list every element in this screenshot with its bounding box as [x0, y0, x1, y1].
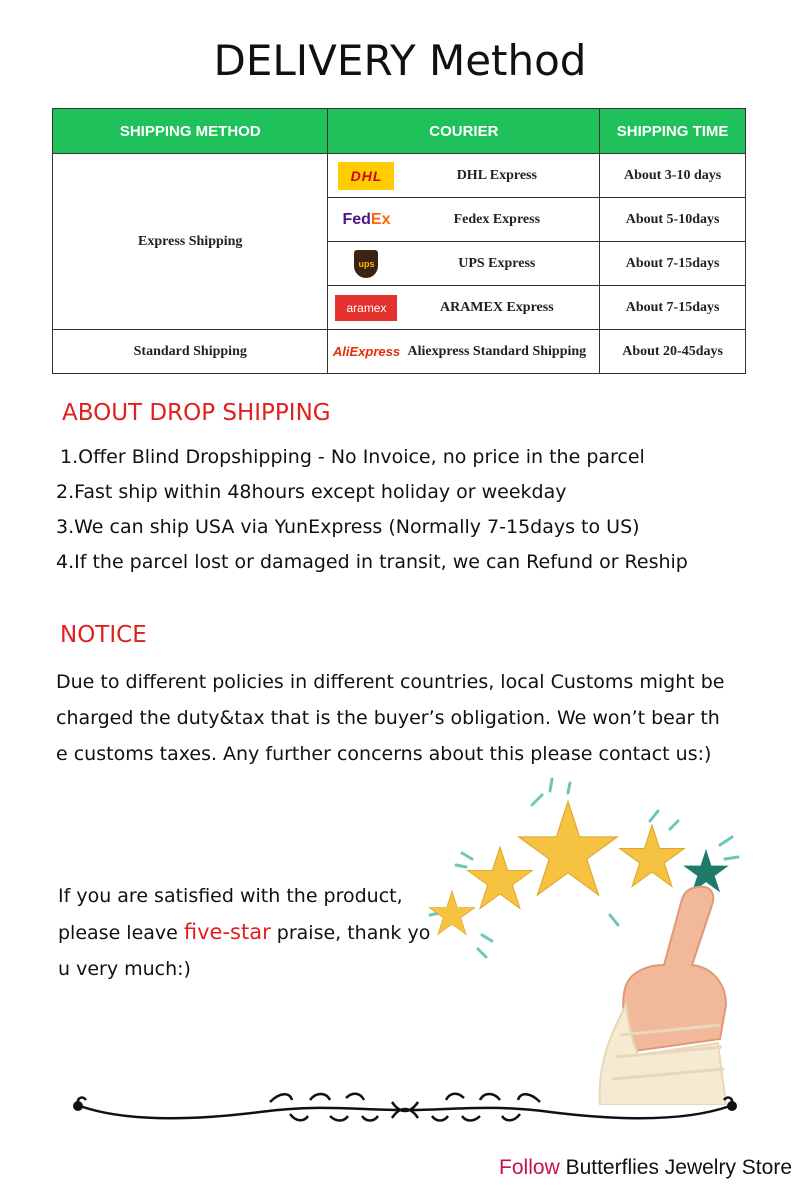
standard-shipping-cell: Standard Shipping: [53, 330, 328, 374]
list-item: 2.Fast ship within 48hours except holiday or weekday: [56, 481, 567, 503]
shipping-time: About 7-15days: [600, 286, 746, 330]
page-title: DELIVERY Method: [213, 36, 587, 85]
list-item: 1.Offer Blind Dropshipping - No Invoice, no price in the parcel: [60, 446, 645, 468]
express-shipping-cell: Express Shipping: [53, 154, 328, 330]
star-icon: [519, 801, 618, 895]
teal-star-icon: [683, 849, 729, 892]
table-row: [53, 330, 746, 374]
shipping-time: About 20-45days: [600, 330, 746, 374]
drop-shipping-list: [56, 440, 688, 580]
drop-shipping-heading: ABOUT DROP SHIPPING: [62, 400, 331, 426]
stars-hand-illustration: [420, 775, 750, 1105]
courier-name: Aliexpress Standard Shipping: [407, 343, 587, 359]
fedex-logo: FedEx: [342, 210, 391, 228]
table-header-row: [53, 109, 746, 154]
header-courier: COURIER: [328, 109, 600, 154]
courier-name: Fedex Express: [453, 211, 541, 227]
praise-text: If you are satisfied with the product, please leave five-star praise, thank yo u very much:): [58, 885, 431, 980]
aramex-logo: aramex: [335, 295, 397, 321]
notice-line: e customs taxes. Any further concerns about this please contact us:): [56, 743, 712, 765]
shipping-time: About 3-10 days: [600, 154, 746, 198]
star-icon: [468, 847, 533, 909]
courier-name: UPS Express: [458, 255, 536, 271]
list-item: 3.We can ship USA via YunExpress (Normally 7-15days to US): [56, 516, 640, 538]
courier-name: ARAMEX Express: [439, 299, 554, 315]
star-icon: [620, 825, 685, 887]
ups-logo: ups: [354, 250, 378, 278]
notice-heading: NOTICE: [60, 622, 147, 648]
shipping-table: [52, 108, 746, 374]
follow-store-label: Follow Butterflies Jewelry Store: [499, 1156, 792, 1179]
shipping-time: About 5-10days: [600, 198, 746, 242]
star-icon: [429, 891, 475, 934]
list-item: 4.If the parcel lost or damaged in transit, we can Refund or Reship: [56, 551, 688, 573]
notice-line: charged the duty&tax that is the buyer’s obligation. We won’t bear th: [56, 707, 720, 729]
table-row: [53, 154, 746, 198]
shipping-time: About 7-15days: [600, 242, 746, 286]
courier-name: DHL Express: [456, 167, 537, 183]
notice-text: [56, 664, 756, 772]
dhl-logo: DHL: [338, 162, 394, 190]
header-shipping-method: SHIPPING METHOD: [53, 109, 328, 154]
decorative-divider: [60, 1080, 750, 1140]
pointing-hand-icon: [600, 887, 726, 1105]
notice-line: Due to different policies in different countries, local Customs might be: [56, 671, 725, 693]
header-shipping-time: SHIPPING TIME: [600, 109, 746, 154]
aliexpress-logo: AliExpress: [332, 344, 401, 359]
five-star-highlight: five-star: [183, 920, 271, 944]
